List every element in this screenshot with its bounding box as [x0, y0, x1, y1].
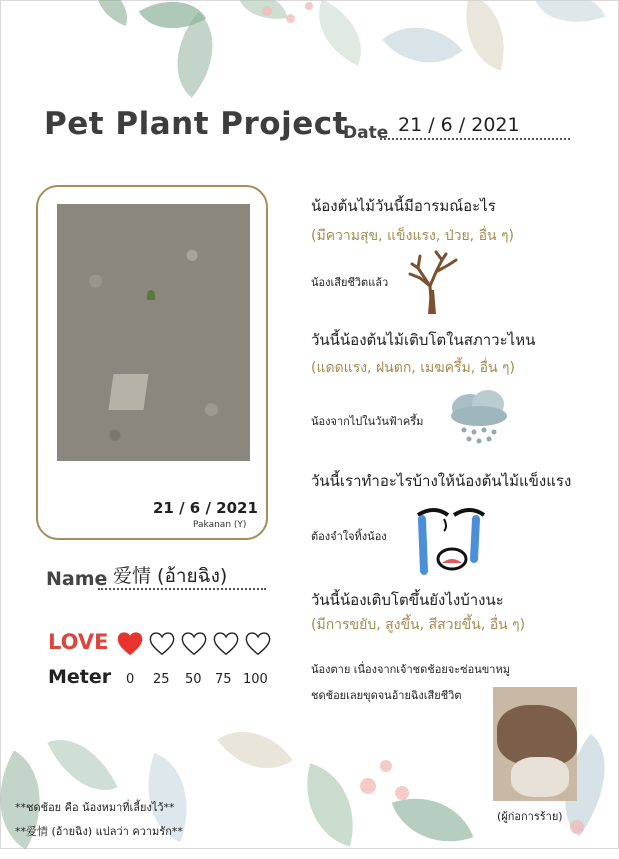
question-mood: น้องต้นไม้วันนี้มีอารมณ์อะไร	[311, 197, 496, 215]
photo-sprout	[147, 290, 155, 300]
photo-stone	[108, 374, 148, 410]
meter-label: Meter	[48, 666, 112, 688]
footnote-1: **ชดช้อย คือ น้องหมาที่เลี้ยงไว้**	[15, 801, 175, 814]
heart-icon	[244, 630, 272, 656]
answer-growth-line-2: ชดช้อยเลยขุดจนอ้ายฉิงเสียชีวิต	[311, 689, 462, 702]
answer-weather: น้องจากไปในวันฟ้าครึ้ม	[311, 415, 424, 428]
hint-growth: (มีการขยับ, สูงขึ้น, สีสวยขึ้น, อื่น ๆ)	[311, 617, 526, 633]
answer-growth-line-1: น้องตาย เนื่องจากเจ้าชดช้อยจะซ่อนขาหมู	[311, 663, 510, 676]
footnote-2: **爱情 (อ้ายฉิง) แปลว่า ความรัก**	[15, 825, 183, 838]
heart-icon	[116, 630, 144, 656]
crying-face-icon	[414, 501, 488, 577]
date-line	[380, 138, 570, 140]
rain-cloud-icon	[446, 388, 512, 446]
heart-icon	[180, 630, 208, 656]
heart-icon	[212, 630, 240, 656]
question-growth: วันนี้น้องเติบโตขึ้นยังไงบ้างนะ	[311, 591, 504, 609]
answer-mood: น้องเสียชีวิตแล้ว	[311, 276, 389, 289]
photo-credit: Pakanan (Y)	[193, 520, 247, 530]
date-value: 21 / 6 / 2021	[398, 114, 520, 136]
dead-tree-icon	[406, 250, 460, 314]
love-label: LOVE	[48, 630, 109, 654]
answer-care: ต้องจำใจทิ้งน้อง	[311, 530, 387, 543]
name-value: 爱情 (อ้ายฉิง)	[113, 565, 228, 587]
name-label: Name	[46, 568, 108, 590]
dog-caption: (ผู้ก่อการร้าย)	[497, 810, 563, 823]
meter-scale-75: 75	[215, 672, 232, 687]
love-meter-hearts	[116, 630, 272, 656]
dog-photo	[493, 687, 577, 801]
meter-scale-0: 0	[126, 672, 135, 687]
photo-date: 21 / 6 / 2021	[153, 499, 258, 517]
plant-photo	[57, 204, 250, 461]
meter-scale-50: 50	[185, 672, 202, 687]
meter-scale-100: 100	[243, 672, 268, 687]
page-title: Pet Plant Project	[44, 106, 348, 142]
question-care: วันนี้เราทำอะไรบ้างให้น้องต้นไม้แข็งแรง	[311, 472, 572, 490]
question-weather: วันนี้น้องต้นไม้เติบโตในสภาวะไหน	[311, 331, 536, 349]
date-label: Date	[343, 123, 389, 143]
hint-mood: (มีความสุข, แข็งแรง, ป่วย, อื่น ๆ)	[311, 228, 514, 244]
meter-scale-25: 25	[153, 672, 170, 687]
hint-weather: (แดดแรง, ฝนตก, เมฆครึ้ม, อื่น ๆ)	[311, 360, 516, 376]
heart-icon	[148, 630, 176, 656]
